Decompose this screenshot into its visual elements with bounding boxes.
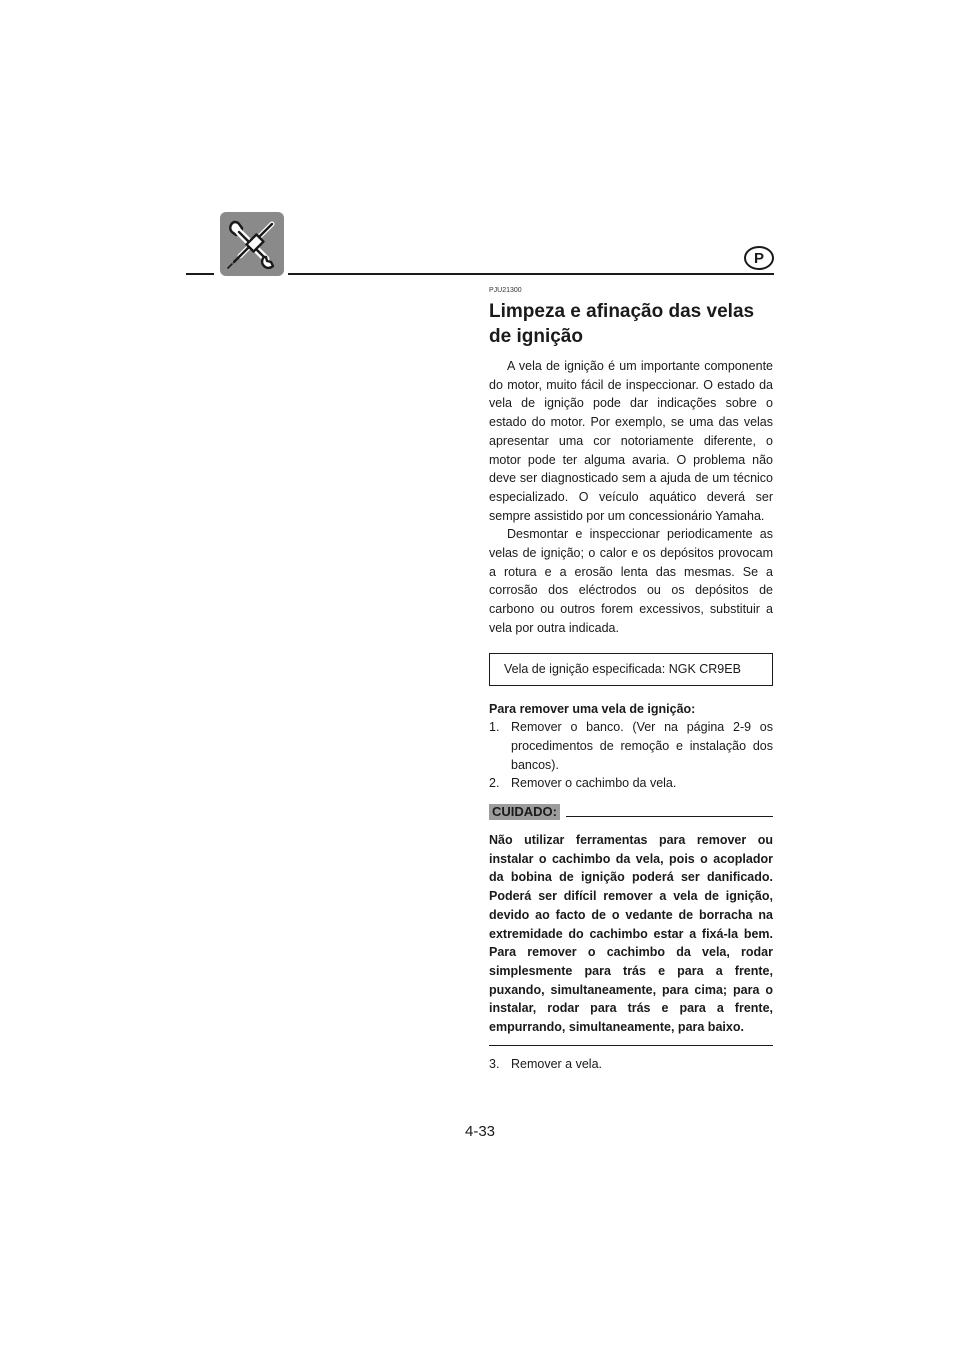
caution-header [489, 803, 773, 821]
inspection-paragraph: Desmontar e inspeccionar periodicamente as velas de ignição; o calor e os depósitos provocam a rotura e a erosão lenta das mesmas. Se a corrosão dos eléctrodos ou os depósitos de carbono ou outros forem excessivos, substituir a vela por outra indicada. [489, 527, 773, 635]
step-number: 1. [489, 720, 500, 735]
tools-wrench-icon [220, 212, 284, 276]
step-text: Remover a vela. [511, 1056, 603, 1071]
section-title: Limpeza e afinação das velas de ignição [489, 301, 755, 347]
step-text: Remover o cachimbo da vela. [511, 776, 677, 791]
removal-steps-continued [489, 1055, 773, 1074]
page-number: 4-33 [464, 1123, 496, 1140]
step-item [489, 718, 773, 774]
step-number: 3. [489, 1056, 500, 1071]
removal-heading: Para remover uma vela de ignição: [489, 701, 696, 716]
header-rule-left [186, 273, 214, 275]
spark-plug-spec-box: Vela de ignição especificada: NGK CR9EB [489, 653, 773, 686]
caution-text: Não utilizar ferramentas para remover ou instalar o cachimbo da vela, pois o acoplador da bobina de ignição poderá ser danificado. Poderá ser difícil remover a vela de ignição, devido ao facto de o vedante de borracha na extremidade do cachimbo estar a fixá-la bem. Para remover o cachimbo da vela, rodar simplesmente para trás e para a frente, puxando, simultaneamente, para cima; para o instalar, rodar para trás e para a frente, empurrando, simultaneamente, para baixo. [489, 831, 773, 1046]
step-text: Remover o banco. (Ver na página 2-9 os procedimentos de remoção e instalação dos bancos). [511, 720, 773, 772]
caution-label: CUIDADO: [489, 804, 560, 820]
step-item [489, 1055, 773, 1074]
step-number: 2. [489, 776, 500, 791]
intro-paragraph: A vela de ignição é um importante componente do motor, muito fácil de inspeccionar. O estado da vela de ignição pode dar indicações sobre o estado do motor. Por exemplo, se uma das velas apresentar uma cor notoriamente diferente, o motor pode ter alguma avaria. O problema não deve ser diagnosticado sem a ajuda de um técnico especializado. O veículo aquático deverá ser sempre assistido por um concessionário Yamaha. [489, 359, 773, 523]
caution-rule [566, 816, 773, 817]
section-content [489, 286, 773, 1074]
step-item [489, 774, 773, 793]
removal-steps [489, 718, 773, 793]
language-badge: P [744, 246, 774, 270]
section-code: PJU21300 [489, 287, 522, 294]
header-rule-right [288, 273, 774, 275]
